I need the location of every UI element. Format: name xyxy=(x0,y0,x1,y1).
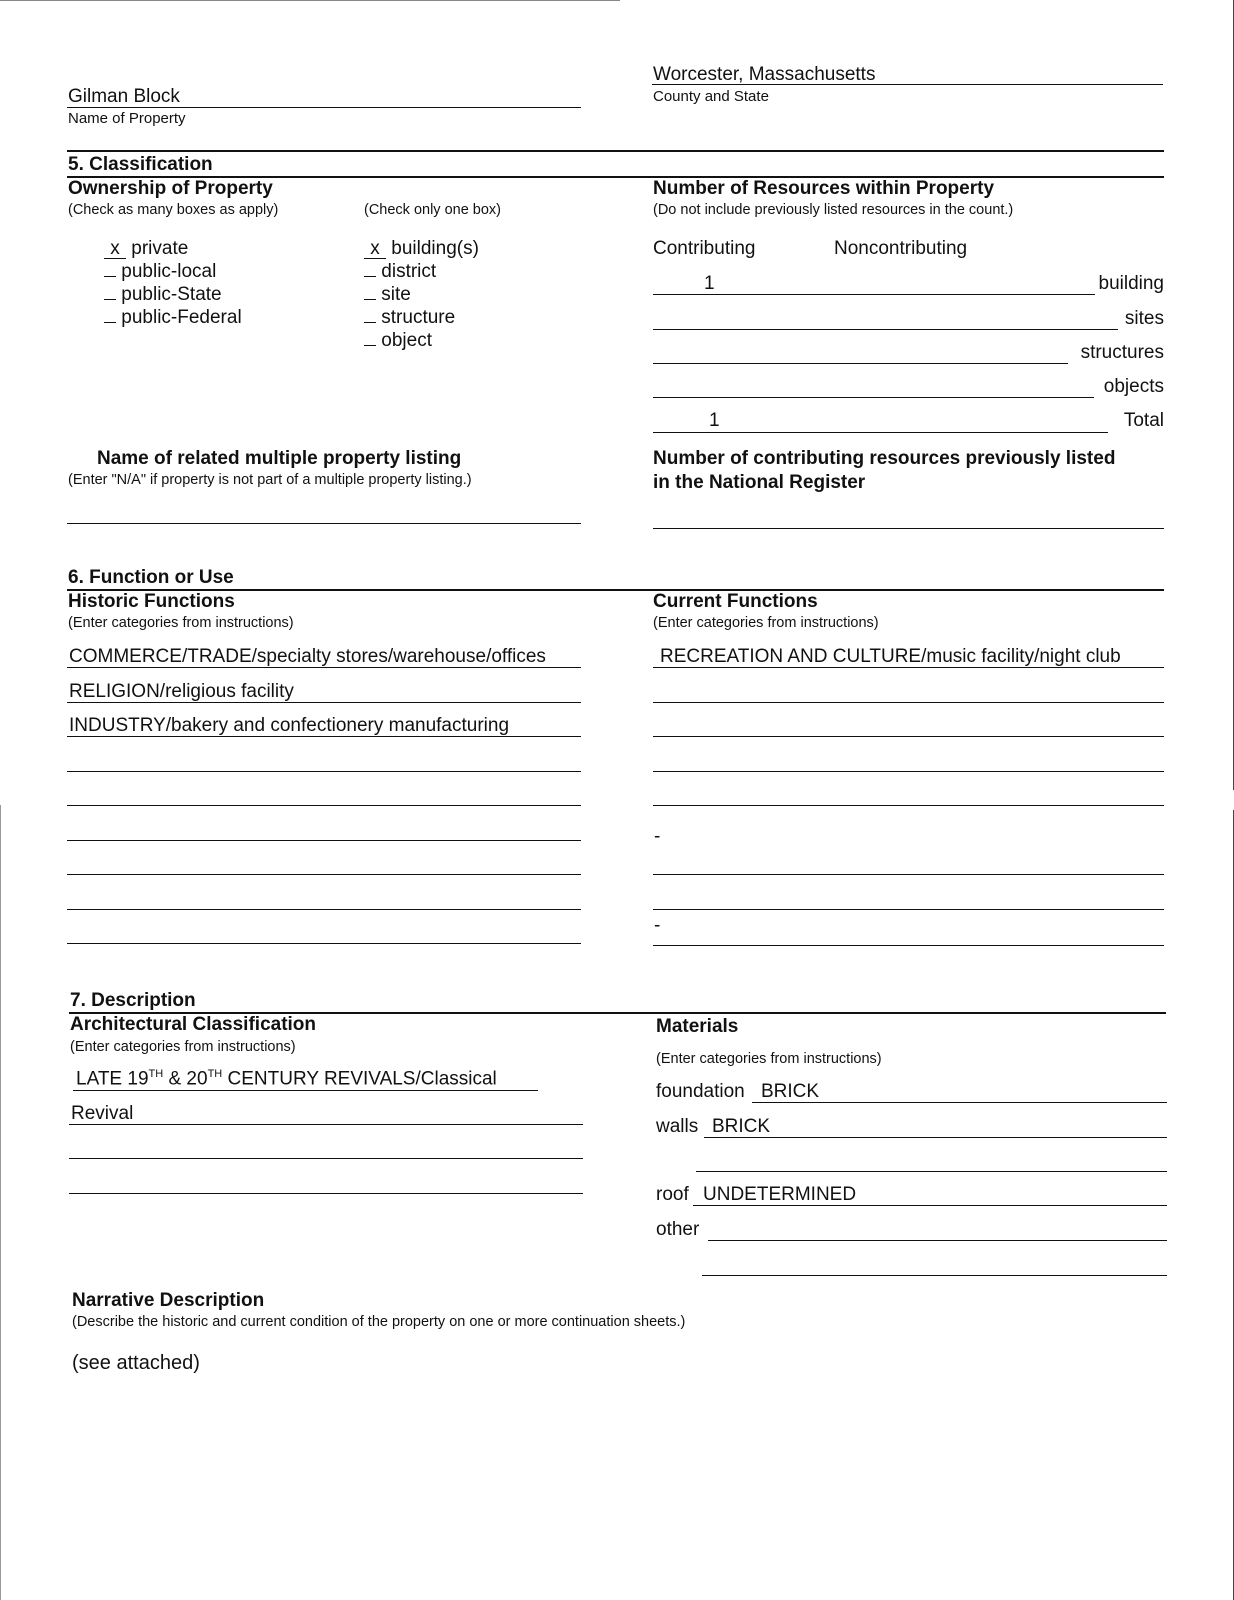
historic-function-underline-2 xyxy=(67,702,581,703)
property-name-underline xyxy=(67,107,581,108)
section-7-title: 7. Description xyxy=(70,990,196,1011)
resources-total-contributing[interactable]: 1 xyxy=(709,410,720,431)
architectural-line-1[interactable] xyxy=(76,1068,497,1090)
current-function-underline-2 xyxy=(653,702,1164,703)
previously-listed-heading-line1: Number of contributing resources previously listed xyxy=(653,448,1116,469)
ownership-item-public-state[interactable] xyxy=(104,284,222,306)
multiple-listing-heading: Name of related multiple property listing xyxy=(97,448,462,469)
checkbox-label: district xyxy=(381,261,437,282)
checkbox-mark xyxy=(364,276,376,277)
checkbox-label: private xyxy=(131,238,189,259)
materials-walls-underline xyxy=(704,1137,1167,1138)
checkbox-label: public-local xyxy=(121,261,217,282)
narrative-heading: Narrative Description xyxy=(72,1290,265,1311)
narrative-note: (Describe the historic and current condition of the property on one or more continuation sheets.) xyxy=(72,1314,686,1330)
resources-building-underline xyxy=(653,294,1095,295)
checkbox-mark xyxy=(364,299,376,300)
resources-objects-label: objects xyxy=(1103,376,1164,397)
scan-left-edge xyxy=(0,805,1,1600)
checkbox-mark xyxy=(364,345,376,346)
historic-functions-heading: Historic Functions xyxy=(68,591,235,612)
historic-function-underline-1 xyxy=(67,667,581,668)
architectural-underline-4 xyxy=(69,1193,583,1194)
section-6-title: 6. Function or Use xyxy=(68,567,234,588)
ownership-heading: Ownership of Property xyxy=(68,178,273,199)
resources-sites-label: sites xyxy=(1124,308,1164,329)
current-function-underline-3 xyxy=(653,736,1164,737)
ownership-item-private[interactable] xyxy=(104,238,188,260)
historic-function-underline-4 xyxy=(67,771,581,772)
current-function-line-6[interactable]: - xyxy=(654,826,661,847)
architectural-line-1-part-1: LATE 19 xyxy=(76,1068,149,1090)
current-function-line-1[interactable]: RECREATION AND CULTURE/music facility/night club xyxy=(660,646,1121,667)
current-functions-heading: Current Functions xyxy=(653,591,818,612)
architectural-line-1-part-2: & 20 xyxy=(163,1068,208,1090)
checkbox-label: site xyxy=(381,284,411,305)
category-item-district[interactable] xyxy=(364,261,436,283)
checkbox-mark xyxy=(104,299,116,300)
historic-function-underline-8 xyxy=(67,909,581,910)
current-function-underline-7 xyxy=(653,874,1164,875)
resources-col-noncontributing: Noncontributing xyxy=(834,238,968,259)
previously-listed-heading-line2: in the National Register xyxy=(653,472,866,493)
multiple-listing-note: (Enter "N/A" if property is not part of a multiple property listing.) xyxy=(68,472,472,488)
architectural-heading: Architectural Classification xyxy=(70,1014,317,1035)
multiple-listing-underline xyxy=(67,523,581,524)
property-name-value: Gilman Block xyxy=(68,86,180,107)
materials-walls-value[interactable]: BRICK xyxy=(712,1116,771,1137)
resources-total-label: Total xyxy=(1123,410,1164,431)
narrative-value[interactable]: (see attached) xyxy=(72,1352,200,1374)
resources-structures-underline xyxy=(653,363,1068,364)
architectural-underline-1 xyxy=(73,1090,538,1091)
materials-foundation-underline xyxy=(752,1102,1167,1103)
current-function-underline-8 xyxy=(653,909,1164,910)
historic-function-underline-5 xyxy=(67,805,581,806)
resources-note: (Do not include previously listed resources in the count.) xyxy=(653,202,1014,218)
category-item-site[interactable] xyxy=(364,284,411,306)
materials-foundation-label: foundation xyxy=(656,1081,745,1102)
previously-listed-underline xyxy=(653,528,1164,529)
architectural-underline-3 xyxy=(69,1158,583,1159)
resources-heading: Number of Resources within Property xyxy=(653,178,995,199)
resources-structures-label: structures xyxy=(1080,342,1164,363)
resources-objects-underline xyxy=(653,397,1094,398)
section-5-title: 5. Classification xyxy=(68,154,213,175)
checkbox-label: public-Federal xyxy=(121,307,242,328)
materials-roof-value[interactable]: UNDETERMINED xyxy=(703,1184,857,1205)
checkbox-label: object xyxy=(381,330,432,351)
current-functions-note: (Enter categories from instructions) xyxy=(653,615,879,631)
checkbox-mark xyxy=(104,322,116,323)
architectural-line-1-sup-2: TH xyxy=(207,1068,223,1080)
architectural-line-2[interactable]: Revival xyxy=(71,1103,134,1124)
current-function-underline-4 xyxy=(653,771,1164,772)
materials-foundation-value[interactable]: BRICK xyxy=(761,1081,820,1102)
checkbox-mark xyxy=(364,322,376,323)
historic-functions-note: (Enter categories from instructions) xyxy=(68,615,294,631)
county-state-underline xyxy=(652,84,1163,85)
checkbox-mark xyxy=(104,276,116,277)
architectural-underline-2 xyxy=(69,1124,583,1125)
scan-top-edge xyxy=(0,0,620,1)
historic-function-underline-3 xyxy=(67,736,581,737)
current-function-underline-5 xyxy=(653,805,1164,806)
materials-heading: Materials xyxy=(656,1016,739,1037)
property-name-label: Name of Property xyxy=(68,110,186,127)
checkbox-mark: x xyxy=(364,240,386,259)
resources-building-contributing[interactable]: 1 xyxy=(704,273,715,294)
materials-note: (Enter categories from instructions) xyxy=(656,1051,882,1067)
architectural-line-1-sup-1: TH xyxy=(148,1068,164,1080)
historic-function-line-2[interactable]: RELIGION/religious facility xyxy=(69,681,294,702)
resources-total-underline xyxy=(653,432,1108,433)
resources-col-contributing: Contributing xyxy=(653,238,756,259)
ownership-item-public-federal[interactable] xyxy=(104,307,242,329)
materials-other-underline xyxy=(708,1240,1167,1241)
checkbox-label: building(s) xyxy=(391,238,479,259)
ownership-item-public-local[interactable] xyxy=(104,261,216,283)
materials-walls-label: walls xyxy=(656,1116,699,1137)
category-item-structure[interactable] xyxy=(364,307,455,329)
checkbox-label: structure xyxy=(381,307,456,328)
architectural-note: (Enter categories from instructions) xyxy=(70,1039,296,1055)
materials-other-extra-underline xyxy=(702,1275,1167,1276)
materials-roof-underline xyxy=(693,1205,1167,1206)
county-state-value: Worcester, Massachusetts xyxy=(653,64,876,85)
category-item-object[interactable] xyxy=(364,330,432,352)
materials-walls-extra-underline xyxy=(696,1171,1167,1172)
resources-building-label: building xyxy=(1098,273,1164,294)
current-function-underline-1 xyxy=(653,667,1164,668)
section-5-top-rule xyxy=(67,150,1164,152)
category-note: (Check only one box) xyxy=(364,202,502,218)
historic-function-underline-9 xyxy=(67,943,581,944)
historic-function-line-3[interactable]: INDUSTRY/bakery and confectionery manufacturing xyxy=(69,715,510,736)
county-state-label: County and State xyxy=(653,88,769,105)
resources-sites-underline xyxy=(653,329,1118,330)
historic-function-underline-7 xyxy=(67,874,581,875)
historic-function-underline-6 xyxy=(67,840,581,841)
historic-function-line-1[interactable]: COMMERCE/TRADE/specialty stores/warehouse/offices xyxy=(69,646,546,667)
current-function-line-9[interactable]: - xyxy=(654,915,661,936)
checkbox-mark: x xyxy=(104,240,126,259)
ownership-note: (Check as many boxes as apply) xyxy=(68,202,279,218)
materials-roof-label: roof xyxy=(656,1184,689,1205)
architectural-line-1-part-3: CENTURY REVIVALS/Classical xyxy=(222,1068,497,1090)
checkbox-label: public-State xyxy=(121,284,222,305)
current-function-underline-9 xyxy=(653,945,1164,946)
materials-other-label: other xyxy=(656,1219,700,1240)
category-item-buildings[interactable] xyxy=(364,238,479,260)
